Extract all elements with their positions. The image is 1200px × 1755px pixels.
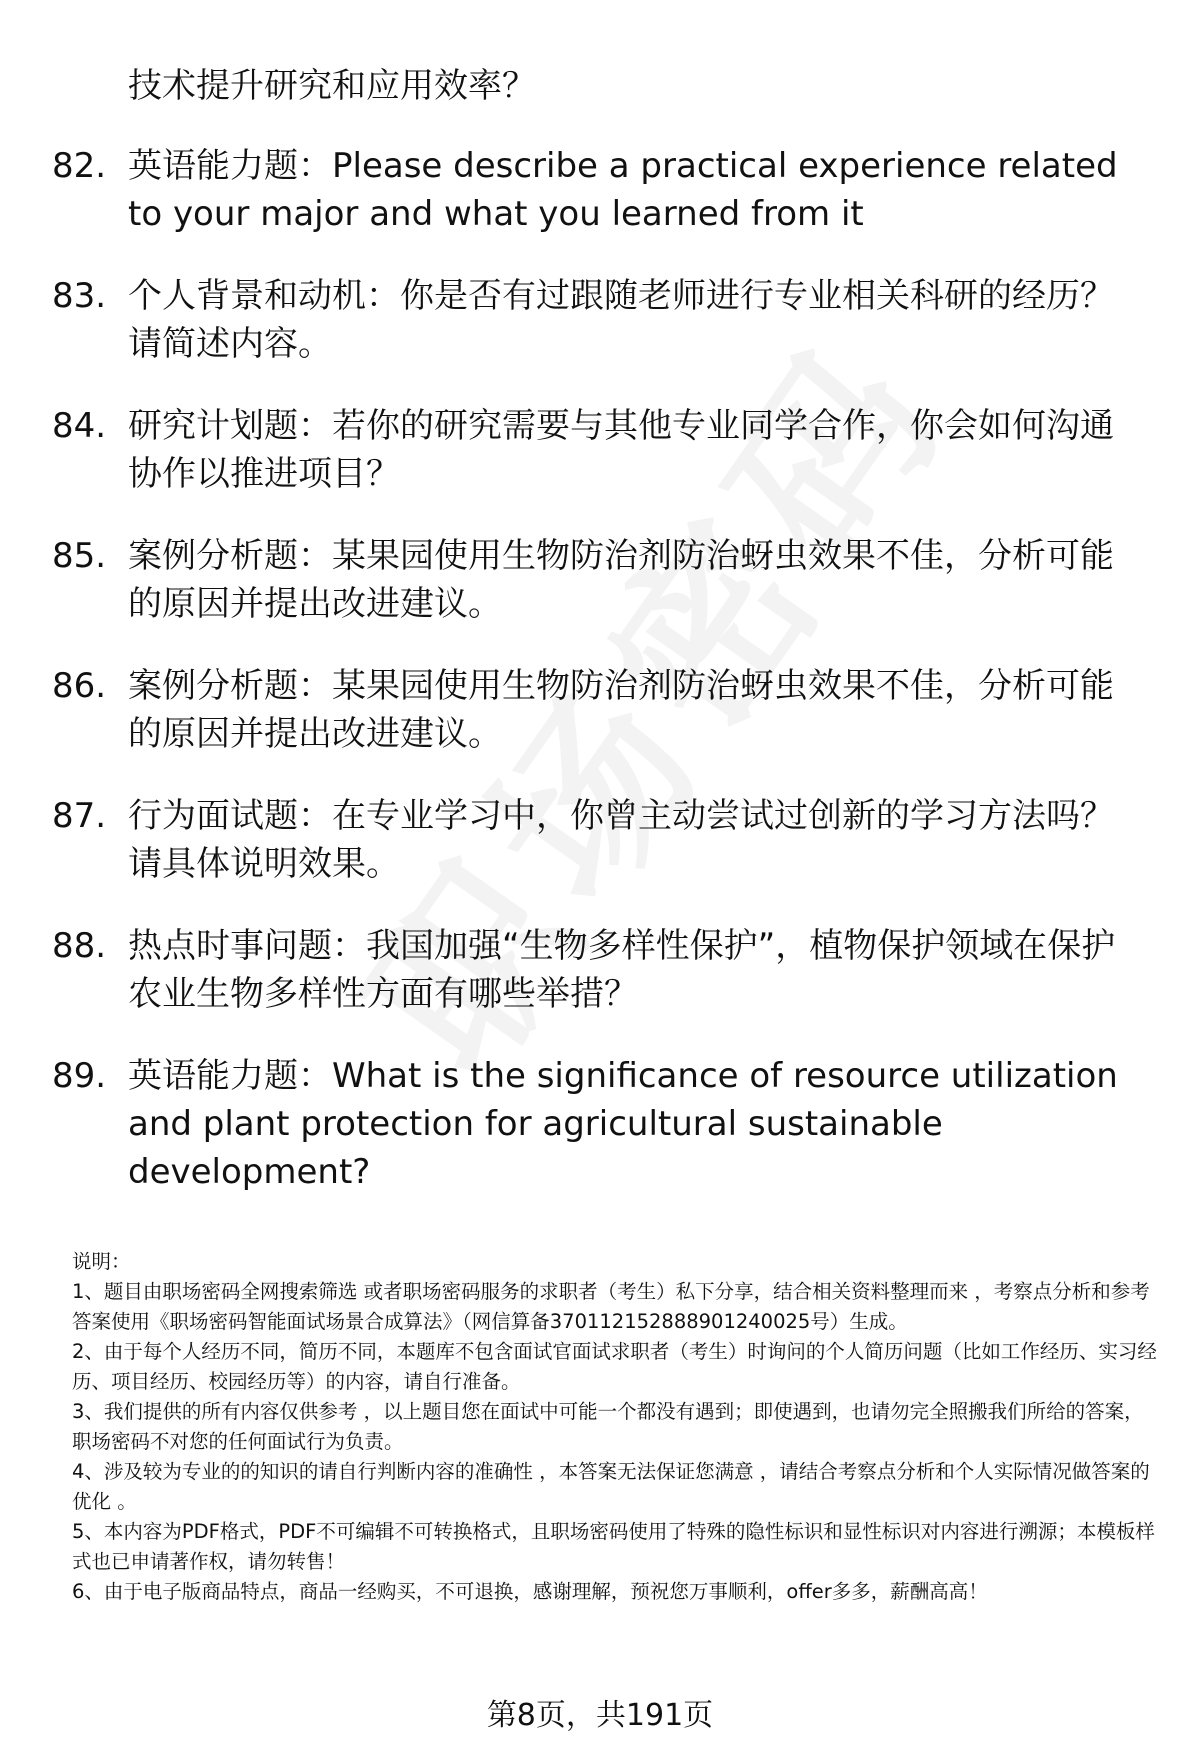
note-item: 5、本内容为PDF格式，PDF不可编辑不可转换格式，且职场密码使用了特殊的隐性标识和显性标识对内容进行溯源；本模板样式也已申请著作权，请勿转售！ (72, 1520, 1155, 1573)
notes-section (72, 1247, 1157, 1607)
list-item (52, 532, 1142, 628)
question-number: 85. (52, 536, 107, 576)
question-text: 研究计划题：若你的研究需要与其他专业同学合作，你会如何沟通协作以推进项目？ (128, 406, 1114, 494)
question-text: 英语能力题：What is the significance of resource utilization and plant protection for agricultural sustainable development? (128, 1056, 1118, 1192)
list-item (52, 272, 1142, 368)
question-number: 82. (52, 146, 107, 186)
question-number: 86. (52, 666, 107, 706)
question-text: 行为面试题：在专业学习中，你曾主动尝试过创新的学习方法吗？请具体说明效果。 (128, 796, 1114, 884)
question-text: 热点时事问题：我国加强“生物多样性保护”，植物保护领域在保护农业生物多样性方面有哪些举措？ (128, 926, 1116, 1014)
page-number: 第8页，共191页 (486, 1698, 714, 1733)
question-number: 89. (52, 1056, 107, 1096)
question-text: 案例分析题：某果园使用生物防治剂防治蚜虫效果不佳，分析可能的原因并提出改进建议。 (128, 666, 1114, 754)
list-item (52, 142, 1142, 238)
continued-question-text: 技术提升研究和应用效率？ (128, 66, 536, 106)
question-text: 英语能力题：Please describe a practical experience related to your major and what you learned from it (128, 146, 1118, 234)
note-item: 2、由于每个人经历不同，简历不同，本题库不包含面试官面试求职者（考生）时询问的个人简历问题（比如工作经历、实习经历、项目经历、校园经历等）的内容，请自行准备。 (72, 1340, 1157, 1393)
note-item: 6、由于电子版商品特点，商品一经购买，不可退换，感谢理解，预祝您万事顺利，offer多多，薪酬高高！ (72, 1580, 988, 1603)
list-item (52, 662, 1142, 758)
question-text: 个人背景和动机：你是否有过跟随老师进行专业相关科研的经历？请简述内容。 (128, 276, 1114, 364)
question-text: 案例分析题：某果园使用生物防治剂防治蚜虫效果不佳，分析可能的原因并提出改进建议。 (128, 536, 1114, 624)
list-item (52, 1052, 1142, 1196)
question-list (52, 142, 1142, 1230)
question-number: 87. (52, 796, 107, 836)
list-item (52, 402, 1142, 498)
note-item: 1、题目由职场密码全网搜索筛选 或者职场密码服务的求职者（考生）私下分享，结合相关资料整理而来 ，考察点分析和参考答案使用《职场密码智能面试场景合成算法》（网信算备370112152888901240025号）生成。 (72, 1280, 1150, 1333)
note-item: 4、涉及较为专业的的知识的请自行判断内容的准确性 ，本答案无法保证您满意 ，请结合考察点分析和个人实际情况做答案的优化 。 (72, 1460, 1150, 1513)
note-item: 3、我们提供的所有内容仅供参考 ，以上题目您在面试中可能一个都没有遇到；即使遇到，也请勿完全照搬我们所给的答案，职场密码不对您的任何面试行为负责。 (72, 1400, 1144, 1453)
question-number: 84. (52, 406, 107, 446)
list-item (52, 792, 1142, 888)
notes-title: 说明： (72, 1250, 131, 1273)
question-number: 83. (52, 276, 107, 316)
list-item (52, 922, 1142, 1018)
question-number: 88. (52, 926, 107, 966)
